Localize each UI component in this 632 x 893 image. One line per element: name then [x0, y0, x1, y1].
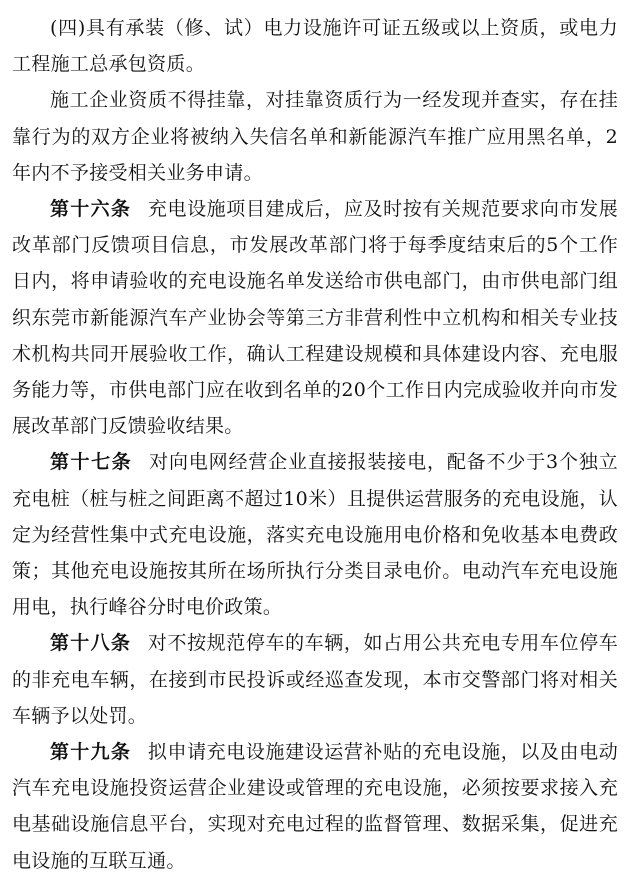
article-17	[12, 444, 618, 625]
article-16	[12, 191, 618, 444]
document-page	[12, 10, 618, 879]
paragraph-qualification-item-4	[12, 10, 618, 82]
paragraph-no-affiliation	[12, 82, 618, 191]
paragraph-text: 施工企业资质不得挂靠，对挂靠资质行为一经发现并查实，存在挂靠行为的双方企业将被纳入失信名单和新能源汽车推广应用黑名单，2年内不予接受相关业务申请。	[12, 89, 618, 184]
article-19	[12, 734, 618, 879]
article-heading: 第十六条	[50, 198, 132, 221]
paragraph-text: (四)具有承装（修、试）电力设施许可证五级或以上资质，或电力工程施工总承包资质。	[12, 17, 618, 76]
article-heading: 第十八条	[50, 632, 132, 655]
article-text: 充电设施项目建成后，应及时按有关规范要求向市发展改革部门反馈项目信息，市发展改革部门将于每季度结束后的5个工作日内，将申请验收的充电设施名单发送给市供电部门，由市供电部门组织东莞市新能源汽车产业协会等第三方非营利性中立机构和相关专业技术机构共同开展验收工作，确认工程建设规模和具体建设内容、充电服务能力等，市供电部门应在收到名单的20个工作日内完成验收并向市发展改革部门反馈验收结果。	[12, 198, 619, 438]
article-text: 拟申请充电设施建设运营补贴的充电设施，以及由电动汽车充电设施投资运营企业建设或管理的充电设施，必须按要求接入充电基础设施信息平台，实现对充电过程的监督管理、数据采集，促进充电设施的互联互通。	[12, 741, 619, 872]
article-18	[12, 625, 618, 734]
article-heading: 第十九条	[50, 741, 132, 764]
article-text: 对向电网经营企业直接报装接电，配备不少于3个独立充电桩（桩与桩之间距离不超过10米）且提供运营服务的充电设施，认定为经营性集中式充电设施，落实充电设施用电价格和免收基本电费政策；其他充电设施按其所在场所执行分类目录电价。电动汽车充电设施用电，执行峰谷分时电价政策。	[12, 451, 618, 619]
article-text: 对不按规范停车的车辆，如占用公共充电专用车位停车的非充电车辆，在接到市民投诉或经巡查发现，本市交警部门将对相关车辆予以处罚。	[12, 632, 619, 727]
article-heading: 第十七条	[50, 451, 133, 474]
